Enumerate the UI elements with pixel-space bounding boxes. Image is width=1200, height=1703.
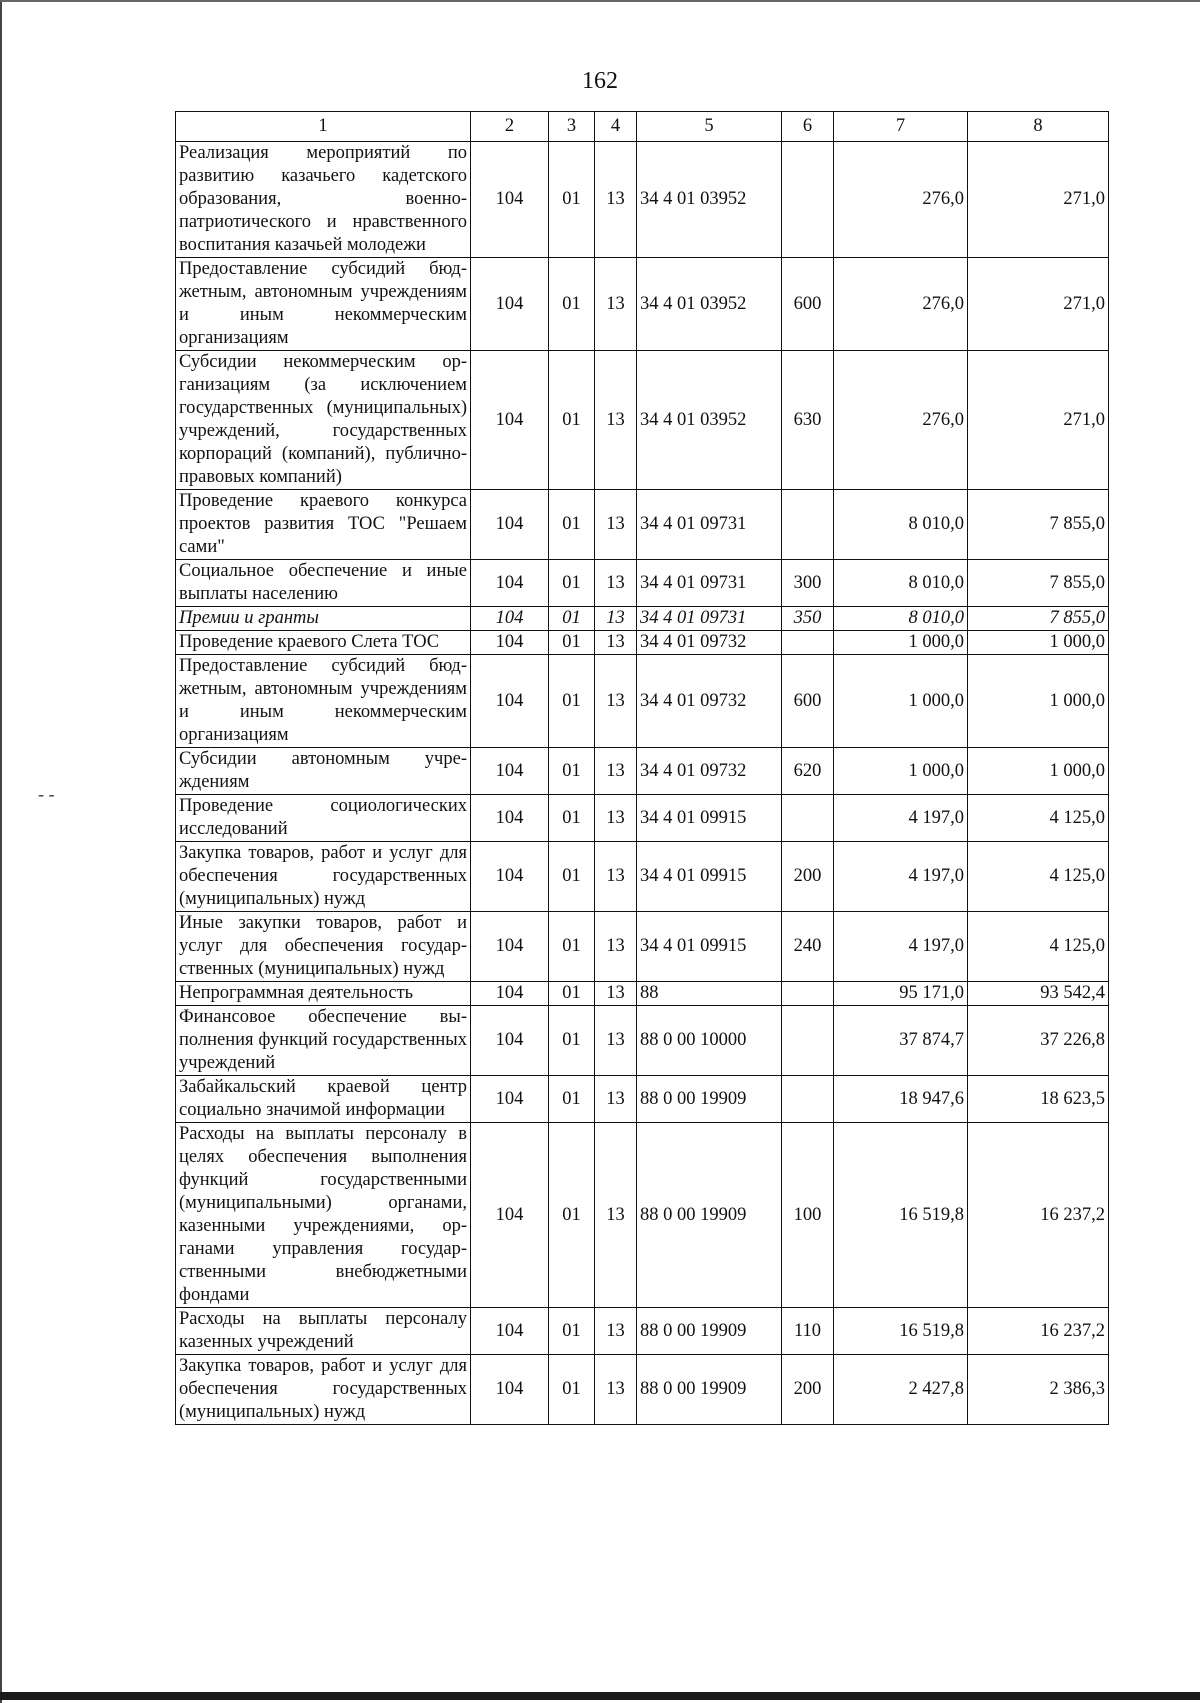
amount-7-cell: 37 874,7	[834, 1006, 968, 1076]
code-5-cell: 34 4 01 03952	[637, 351, 782, 490]
code-5-cell: 88 0 00 19909	[637, 1123, 782, 1308]
code-6-cell: 240	[782, 912, 834, 982]
row-name-cell: Проведение краевого Слета ТОС	[176, 631, 471, 655]
column-header: 3	[549, 112, 595, 142]
row-name-cell: Премии и гранты	[176, 607, 471, 631]
code-2-cell: 104	[471, 351, 549, 490]
code-5-cell: 34 4 01 09732	[637, 631, 782, 655]
scan-artifact: - -	[38, 784, 55, 804]
amount-8-cell: 271,0	[968, 258, 1109, 351]
table-row	[176, 1123, 1109, 1308]
code-3-cell: 01	[549, 1308, 595, 1355]
code-4-cell: 13	[595, 748, 637, 795]
table-row	[176, 351, 1109, 490]
code-5-cell: 88 0 00 19909	[637, 1308, 782, 1355]
column-header: 2	[471, 112, 549, 142]
code-2-cell: 104	[471, 655, 549, 748]
table-row	[176, 982, 1109, 1006]
code-2-cell: 104	[471, 631, 549, 655]
code-3-cell: 01	[549, 655, 595, 748]
table-row	[176, 607, 1109, 631]
code-6-cell: 600	[782, 655, 834, 748]
code-2-cell: 104	[471, 607, 549, 631]
amount-7-cell: 16 519,8	[834, 1123, 968, 1308]
amount-7-cell: 8 010,0	[834, 607, 968, 631]
code-3-cell: 01	[549, 351, 595, 490]
amount-7-cell: 4 197,0	[834, 912, 968, 982]
code-4-cell: 13	[595, 1123, 637, 1308]
table-row	[176, 655, 1109, 748]
header-row	[176, 112, 1109, 142]
table-row	[176, 560, 1109, 607]
code-6-cell: 300	[782, 560, 834, 607]
code-4-cell: 13	[595, 560, 637, 607]
column-header: 5	[637, 112, 782, 142]
table-row	[176, 1308, 1109, 1355]
code-5-cell: 34 4 01 09731	[637, 490, 782, 560]
code-4-cell: 13	[595, 982, 637, 1006]
code-4-cell: 13	[595, 490, 637, 560]
amount-7-cell: 1 000,0	[834, 748, 968, 795]
code-6-cell: 200	[782, 1355, 834, 1425]
amount-7-cell: 276,0	[834, 142, 968, 258]
code-5-cell: 34 4 01 03952	[637, 142, 782, 258]
amount-7-cell: 4 197,0	[834, 842, 968, 912]
amount-8-cell: 4 125,0	[968, 912, 1109, 982]
code-6-cell: 630	[782, 351, 834, 490]
code-5-cell: 88	[637, 982, 782, 1006]
code-2-cell: 104	[471, 982, 549, 1006]
column-header: 8	[968, 112, 1109, 142]
row-name-cell: Забайкальский краевой центр социально значимой информации	[176, 1076, 471, 1123]
code-3-cell: 01	[549, 631, 595, 655]
code-4-cell: 13	[595, 631, 637, 655]
code-4-cell: 13	[595, 607, 637, 631]
code-3-cell: 01	[549, 1355, 595, 1425]
amount-8-cell: 16 237,2	[968, 1123, 1109, 1308]
code-6-cell: 600	[782, 258, 834, 351]
code-6-cell	[782, 1006, 834, 1076]
code-4-cell: 13	[595, 795, 637, 842]
amount-7-cell: 18 947,6	[834, 1076, 968, 1123]
scan-edge-top	[0, 0, 1200, 2]
code-6-cell: 620	[782, 748, 834, 795]
code-2-cell: 104	[471, 1355, 549, 1425]
code-2-cell: 104	[471, 1123, 549, 1308]
code-2-cell: 104	[471, 795, 549, 842]
row-name-cell: Социальное обеспечение и иные выплаты населению	[176, 560, 471, 607]
code-3-cell: 01	[549, 1123, 595, 1308]
code-3-cell: 01	[549, 842, 595, 912]
code-6-cell	[782, 631, 834, 655]
scan-edge-left	[0, 0, 2, 1703]
table-row	[176, 842, 1109, 912]
code-6-cell	[782, 795, 834, 842]
code-2-cell: 104	[471, 842, 549, 912]
code-5-cell: 88 0 00 19909	[637, 1355, 782, 1425]
amount-8-cell: 1 000,0	[968, 748, 1109, 795]
amount-8-cell: 37 226,8	[968, 1006, 1109, 1076]
code-6-cell: 110	[782, 1308, 834, 1355]
row-name-cell: Непрограммная деятельность	[176, 982, 471, 1006]
code-6-cell	[782, 142, 834, 258]
amount-7-cell: 8 010,0	[834, 490, 968, 560]
row-name-cell: Расходы на выплаты персоналу казенных учреждений	[176, 1308, 471, 1355]
code-5-cell: 34 4 01 03952	[637, 258, 782, 351]
table-row	[176, 631, 1109, 655]
code-4-cell: 13	[595, 1355, 637, 1425]
code-2-cell: 104	[471, 748, 549, 795]
code-3-cell: 01	[549, 982, 595, 1006]
scan-edge-bottom	[0, 1692, 1200, 1700]
code-3-cell: 01	[549, 258, 595, 351]
amount-8-cell: 271,0	[968, 351, 1109, 490]
code-3-cell: 01	[549, 1076, 595, 1123]
code-5-cell: 34 4 01 09915	[637, 842, 782, 912]
amount-8-cell: 16 237,2	[968, 1308, 1109, 1355]
code-4-cell: 13	[595, 1308, 637, 1355]
code-6-cell	[782, 490, 834, 560]
row-name-cell: Закупка товаров, работ и услуг для обеспечения государственных (муниципальных) нужд	[176, 1355, 471, 1425]
code-2-cell: 104	[471, 1308, 549, 1355]
code-6-cell	[782, 982, 834, 1006]
budget-table	[175, 111, 1109, 1425]
code-6-cell	[782, 1076, 834, 1123]
amount-8-cell: 4 125,0	[968, 842, 1109, 912]
table-row	[176, 1006, 1109, 1076]
table-row	[176, 142, 1109, 258]
amount-7-cell: 4 197,0	[834, 795, 968, 842]
code-4-cell: 13	[595, 1076, 637, 1123]
amount-7-cell: 1 000,0	[834, 631, 968, 655]
code-3-cell: 01	[549, 748, 595, 795]
amount-7-cell: 276,0	[834, 351, 968, 490]
amount-8-cell: 4 125,0	[968, 795, 1109, 842]
page-number: 162	[582, 68, 618, 94]
code-5-cell: 34 4 01 09731	[637, 560, 782, 607]
amount-7-cell: 1 000,0	[834, 655, 968, 748]
code-5-cell: 34 4 01 09732	[637, 748, 782, 795]
row-name-cell: Предоставление субсидий бюджетным, автономным учреждениям и иным некоммерческим организациям	[176, 655, 471, 748]
code-3-cell: 01	[549, 490, 595, 560]
code-5-cell: 34 4 01 09915	[637, 795, 782, 842]
row-name-cell: Расходы на выплаты персоналу в целях обеспечения выполнения функций государственными (муниципальными) органами, казенными учреждениями, органами управления государственными внебюджетными фондами	[176, 1123, 471, 1308]
code-3-cell: 01	[549, 795, 595, 842]
code-6-cell: 100	[782, 1123, 834, 1308]
code-2-cell: 104	[471, 490, 549, 560]
amount-8-cell: 18 623,5	[968, 1076, 1109, 1123]
amount-7-cell: 276,0	[834, 258, 968, 351]
table-row	[176, 795, 1109, 842]
code-4-cell: 13	[595, 258, 637, 351]
code-5-cell: 34 4 01 09915	[637, 912, 782, 982]
column-header: 4	[595, 112, 637, 142]
table-row	[176, 1355, 1109, 1425]
code-4-cell: 13	[595, 912, 637, 982]
code-4-cell: 13	[595, 655, 637, 748]
row-name-cell: Субсидии некоммерческим организациям (за исключением государственных (муниципальных) учреждений, государственных корпораций (компаний), публично-правовых компаний)	[176, 351, 471, 490]
amount-8-cell: 7 855,0	[968, 560, 1109, 607]
code-5-cell: 34 4 01 09732	[637, 655, 782, 748]
row-name-cell: Проведение социологических исследований	[176, 795, 471, 842]
row-name-cell: Предоставление субсидий бюджетным, автономным учреждениям и иным некоммерческим организациям	[176, 258, 471, 351]
amount-8-cell: 7 855,0	[968, 490, 1109, 560]
code-3-cell: 01	[549, 142, 595, 258]
code-4-cell: 13	[595, 351, 637, 490]
code-2-cell: 104	[471, 1006, 549, 1076]
code-6-cell: 200	[782, 842, 834, 912]
table-row	[176, 258, 1109, 351]
amount-7-cell: 95 171,0	[834, 982, 968, 1006]
code-5-cell: 88 0 00 10000	[637, 1006, 782, 1076]
code-4-cell: 13	[595, 142, 637, 258]
amount-8-cell: 2 386,3	[968, 1355, 1109, 1425]
amount-8-cell: 1 000,0	[968, 631, 1109, 655]
code-5-cell: 88 0 00 19909	[637, 1076, 782, 1123]
table-row	[176, 748, 1109, 795]
code-6-cell: 350	[782, 607, 834, 631]
table-row	[176, 912, 1109, 982]
amount-8-cell: 93 542,4	[968, 982, 1109, 1006]
code-4-cell: 13	[595, 842, 637, 912]
row-name-cell: Проведение краевого конкурса проектов развития ТОС "Решаем сами"	[176, 490, 471, 560]
row-name-cell: Финансовое обеспечение выполнения функций государственных учреждений	[176, 1006, 471, 1076]
table-body	[176, 112, 1109, 1425]
code-4-cell: 13	[595, 1006, 637, 1076]
code-2-cell: 104	[471, 1076, 549, 1123]
amount-8-cell: 1 000,0	[968, 655, 1109, 748]
amount-8-cell: 7 855,0	[968, 607, 1109, 631]
code-3-cell: 01	[549, 607, 595, 631]
column-header: 7	[834, 112, 968, 142]
code-3-cell: 01	[549, 560, 595, 607]
code-2-cell: 104	[471, 560, 549, 607]
amount-8-cell: 271,0	[968, 142, 1109, 258]
code-5-cell: 34 4 01 09731	[637, 607, 782, 631]
column-header: 6	[782, 112, 834, 142]
column-header: 1	[176, 112, 471, 142]
row-name-cell: Закупка товаров, работ и услуг для обеспечения государственных (муниципальных) нужд	[176, 842, 471, 912]
code-2-cell: 104	[471, 142, 549, 258]
code-3-cell: 01	[549, 912, 595, 982]
row-name-cell: Иные закупки товаров, работ и услуг для обеспечения государственных (муниципальных) нужд	[176, 912, 471, 982]
amount-7-cell: 2 427,8	[834, 1355, 968, 1425]
amount-7-cell: 16 519,8	[834, 1308, 968, 1355]
code-3-cell: 01	[549, 1006, 595, 1076]
table-row	[176, 490, 1109, 560]
table-row	[176, 1076, 1109, 1123]
amount-7-cell: 8 010,0	[834, 560, 968, 607]
row-name-cell: Реализация мероприятий по развитию казачьего кадетского образования, военно-патриотического и нравственного воспитания казачьей молодежи	[176, 142, 471, 258]
code-2-cell: 104	[471, 258, 549, 351]
code-2-cell: 104	[471, 912, 549, 982]
row-name-cell: Субсидии автономным учреждениям	[176, 748, 471, 795]
